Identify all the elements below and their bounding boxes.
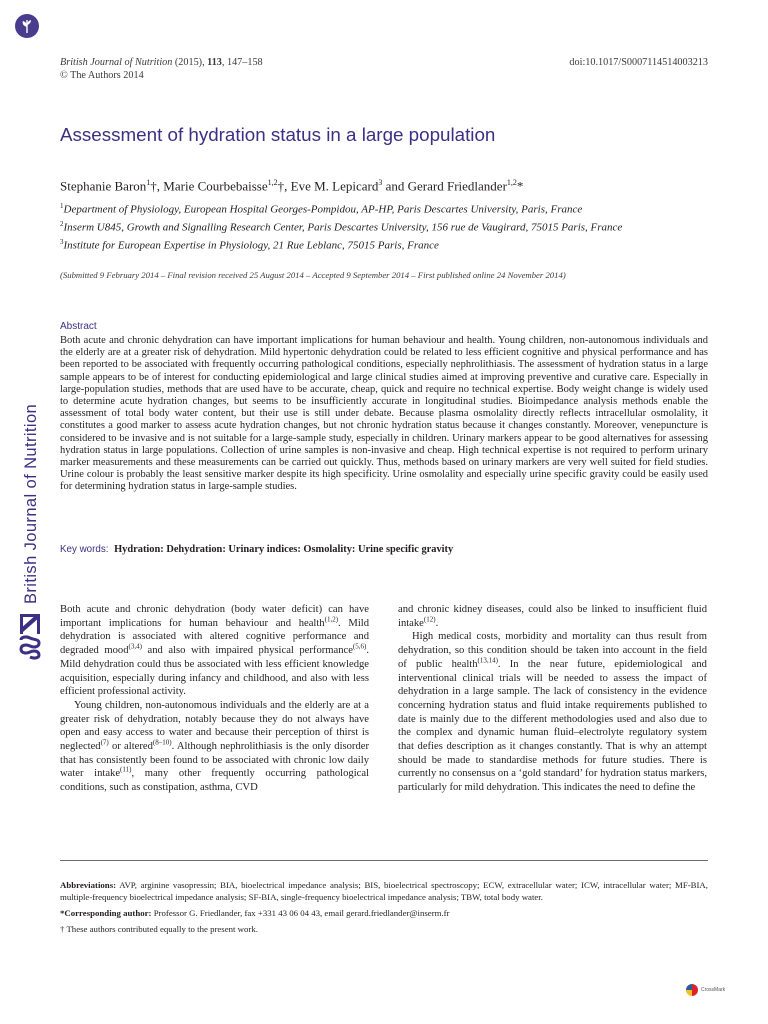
publisher-logo — [15, 14, 39, 38]
leaf-icon — [19, 18, 35, 34]
abstract-heading: Abstract — [60, 321, 97, 332]
body-text: . Mild dehydration is associated with altered cognitive performance and degraded mood — [60, 617, 370, 657]
citation-ref: (12) — [423, 615, 436, 624]
journal-side-title: British Journal of Nutrition — [22, 403, 40, 604]
running-head — [60, 56, 708, 82]
author-name: Stephanie Baron — [60, 178, 147, 194]
affiliation-text: Institute for European Expertise in Physiology, 21 Rue Leblanc, 75015 Paris, France — [63, 239, 439, 252]
author-name: Eve M. Lepicard — [290, 178, 379, 194]
journal-name: British Journal of Nutrition — [60, 57, 173, 68]
citation-volume: 113 — [207, 57, 222, 68]
author-name: Marie Courbebaisse — [163, 178, 268, 194]
body-text: Young children, non-autonomous individuals and the elderly are at a greater risk of dehydration, notably because they do not always have open and easy access to water and because their perception of thirst is neglected — [60, 699, 369, 753]
keywords-list: Hydration: Dehydration: Urinary indices: Osmolality: Urine specific gravity — [114, 544, 454, 555]
abbreviations-label: Abbreviations: — [60, 880, 117, 890]
affiliation — [60, 199, 700, 217]
doi-link[interactable]: doi:10.1017/S0007114514003213 — [569, 57, 708, 68]
affiliation-text: Department of Physiology, European Hospital Georges-Pompidou, AP-HP, Paris Descartes University, Paris, France — [63, 203, 583, 216]
author-affiliation-ref: 1 — [146, 178, 151, 187]
body-text: , many other frequently occurring pathological conditions, such as constipation, asthma, CVD — [60, 768, 370, 794]
body-column-left — [60, 603, 369, 795]
keywords — [60, 544, 453, 555]
affiliation — [60, 217, 700, 235]
body-text: Both acute and chronic dehydration (body water deficit) can have important implications for human behaviour and health — [60, 604, 369, 629]
crossmark-badge[interactable] — [686, 983, 725, 997]
copyright-line: © The Authors 2014 — [60, 70, 144, 81]
body-paragraph — [398, 630, 707, 794]
footnotes — [60, 879, 708, 939]
citation-year: (2015), — [174, 57, 208, 68]
author-mark: † — [277, 178, 285, 194]
author-name: Gerard Friedlander — [407, 178, 507, 194]
author-list — [60, 178, 523, 194]
author-mark: * — [516, 178, 524, 194]
article-title: Assessment of hydration status in a large population — [60, 124, 496, 145]
affiliation-number: 3 — [60, 237, 64, 246]
affiliation-number: 1 — [60, 202, 64, 210]
body-text: and chronic kidney diseases, could also be linked to insufficient fluid intake — [398, 604, 707, 629]
citation-ref: (3,4) — [128, 642, 142, 651]
author-mark: † — [150, 178, 157, 194]
author-separator: , — [284, 178, 291, 194]
keywords-label: Key words: — [60, 544, 109, 555]
corresponding-author-note — [60, 907, 708, 919]
abbreviations-note — [60, 879, 708, 903]
author-affiliation-ref: 1,2 — [506, 178, 517, 187]
ns-logo — [18, 612, 42, 660]
crossmark-icon — [686, 984, 698, 996]
abstract-body: Both acute and chronic dehydration can have important implications for human behaviour and health. Young children, non-autonomous individuals and the elderly are at a greater risk of dehydration. Mild hypertonic dehydration could be related to less efficient cognitive and physical performance and has been reported to be associated with frequently occurring pathological conditions, especially nephrolithiasis. The assessment of hydration status in a large sample appears to be of interest for conducting epidemiological and large clinical studies aimed at improving preventive and curative care. Especially in large-population studies, methods that are used have to be accurate, cheap, quick and require no technical expertise. Body weight change is widely used to determine acute hydration changes, but seems to be insufficiently accurate in longitudinal studies. Bioimpedance analysis methods enable the assessment of total body water content, but their use is still under debate. Because plasma osmolality directly reflects intracellular osmolality, it constitutes a good marker to assess acute hydration changes, but not chronic hydration status because it changes constantly. Moreover, venepuncture is considered to be invasive and is not suitable for a large-sample study, especially in children. Urinary markers appear to be good alternatives for assessing hydration status in large populations. Collection of urine samples is non-invasive and cheap. High technical expertise is not required to perform urinary marker measurements and these measurements can be carried out quickly. Thus, methods based on urinary markers are very well suited for field studies. Urine colour is probably the least sensitive marker despite its high specificity. Urine osmolality and especially urine specific gravity could be easily used for determining hydration status in large-sample studies. — [60, 335, 708, 493]
citation-ref: (8–10) — [152, 738, 172, 747]
body-paragraph — [60, 603, 369, 699]
crossmark-label: CrossMark — [701, 987, 726, 993]
body-text: . Mild dehydration could thus be associated with less efficient knowledge acquisition, especially during infancy and childhood, and also with less efficient professional activity. — [60, 645, 369, 698]
footnote-divider — [60, 860, 708, 861]
body-text: and also with impaired physical performance — [141, 645, 353, 657]
citation-ref: (5,6) — [352, 642, 367, 651]
body-paragraph — [60, 699, 369, 795]
citation-pages: , 147–158 — [221, 57, 263, 68]
body-text: . In the near future, epidemiological and interventional clinical trials will be needed to assess the impact of dehydration in a large sample. The lack of consistency in the evidence concerning hydration status and fluid intake requirements published to date is mainly due to the different methodologies used and also due to the complex and dynamic human fluid–electrolyte regulatory system that defies description as it changes constantly. That is why an attempt should be made to standardise methods for future studies. There is currently no consensus on a ‘gold standard’ for hydration status markers, particularly for mild dehydration. This indicates the need to define the — [398, 658, 707, 794]
affiliation-list — [60, 199, 700, 253]
body-text: or altered — [108, 741, 153, 753]
citation-ref: (13,14) — [477, 656, 498, 665]
affiliation-number: 2 — [60, 219, 64, 228]
body-column-right — [398, 603, 707, 795]
abbreviations-text: AVP, arginine vasopressin; BIA, bioelectrical impedance analysis; BIS, bioelectrical spectroscopy; ECW, extracellular water; ICW, intracellular water; MF-BIA, multiple-frequency bioelectrical impedance analysis; SF-BIA, single-frequency bioelectrical impedance analysis; TBW, total body water. — [60, 880, 708, 902]
corresponding-label: *Corresponding author: — [60, 908, 152, 918]
equal-contribution-note: † These authors contributed equally to the present work. — [60, 924, 258, 934]
body-paragraph — [398, 603, 707, 630]
body-text: High medical costs, morbidity and mortality can thus result from dehydration, so this condition should be taken into account in the field of public health — [398, 631, 707, 670]
affiliation — [60, 235, 700, 253]
corresponding-text: Professor G. Friedlander, fax +331 43 06 04 43, email gerard.friedlander@inserm.fr — [153, 908, 450, 918]
body-text: . Although nephrolithiasis is the only disorder that has consistently been found to be associated with chronic low daily water intake — [60, 741, 369, 780]
author-separator: , — [156, 178, 164, 194]
author-affiliation-ref: 3 — [378, 178, 383, 187]
affiliation-text: Inserm U845, Growth and Signalling Research Center, Paris Descartes University, 156 rue de Vaugirard, 75015 Paris, France — [63, 221, 623, 234]
body-text: . — [435, 617, 439, 629]
citation-ref: (1,2) — [324, 615, 339, 624]
author-separator: and — [382, 178, 408, 194]
submission-dates: (Submitted 9 February 2014 – Final revision received 25 August 2014 – Accepted 9 September 2014 – First published online 24 November 2014) — [60, 270, 566, 280]
citation-ref: (11) — [120, 765, 132, 774]
citation-ref: (7) — [100, 738, 109, 747]
author-affiliation-ref: 1,2 — [267, 178, 278, 187]
